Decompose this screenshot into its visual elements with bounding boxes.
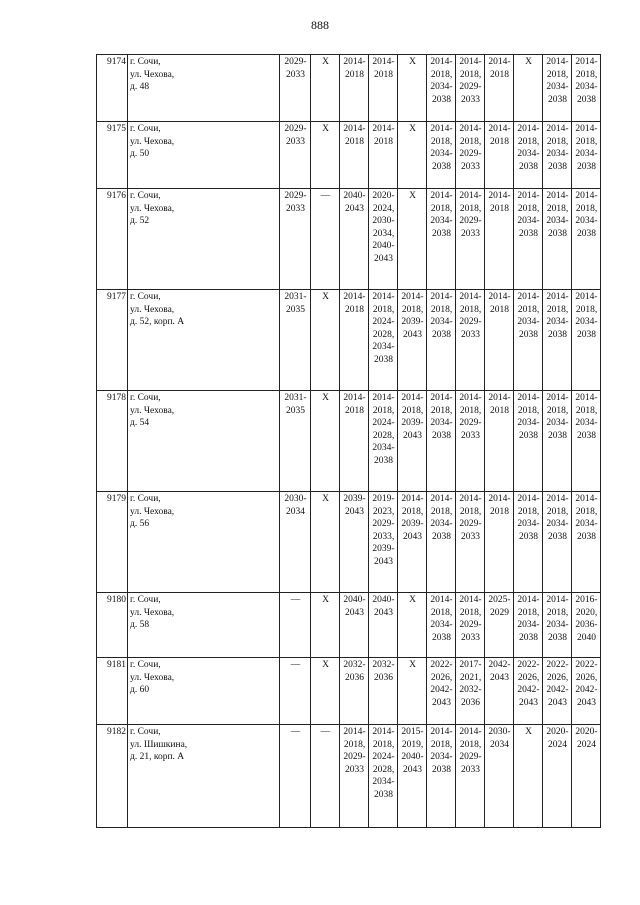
period-cell: 2014- 2018, 2024- 2028, 2034- 2038 (369, 290, 398, 391)
period-cell: 2014- 2018, 2034- 2038 (427, 391, 456, 492)
row-number: 9174 (97, 55, 128, 122)
address-cell: г. Сочи, ул. Чехова, д. 52 (128, 189, 280, 290)
period-cell: 2014- 2018, 2029- 2033 (456, 189, 485, 290)
period-cell: 2015- 2019, 2040- 2043 (398, 725, 427, 828)
period-cell: 2014- 2018, 2039- 2043 (398, 391, 427, 492)
period-cell: 2022- 2026, 2042- 2043 (543, 658, 572, 725)
period-cell: 2020- 2024 (572, 725, 601, 828)
period-cell: 2014- 2018, 2034- 2038 (427, 122, 456, 189)
period-cell: 2014- 2018, 2029- 2033 (456, 55, 485, 122)
period-cell: 2014- 2018, 2034- 2038 (572, 189, 601, 290)
period-cell: 2014- 2018, 2034- 2038 (427, 492, 456, 593)
period-cell: — (280, 725, 311, 828)
period-cell: 2014- 2018 (340, 391, 369, 492)
period-cell: 2014- 2018 (369, 55, 398, 122)
period-cell: 2014- 2018, 2034- 2038 (514, 189, 543, 290)
period-cell: 2014- 2018 (340, 122, 369, 189)
period-cell: 2014- 2018, 2034- 2038 (514, 391, 543, 492)
schedule-table (96, 54, 601, 828)
period-cell: 2014- 2018, 2034- 2038 (543, 492, 572, 593)
period-cell: 2014- 2018, 2034- 2038 (543, 122, 572, 189)
period-cell: 2014- 2018, 2039- 2043 (398, 492, 427, 593)
period-cell: 2014- 2018, 2034- 2038 (514, 290, 543, 391)
period-cell: — (311, 725, 340, 828)
row-number: 9180 (97, 593, 128, 658)
period-cell: 2022- 2026, 2042- 2043 (514, 658, 543, 725)
period-cell: 2014- 2018, 2034- 2038 (543, 391, 572, 492)
period-cell: 2014- 2018, 2029- 2033 (340, 725, 369, 828)
address-cell: г. Сочи, ул. Шишкина, д. 21, корп. А (128, 725, 280, 828)
address-cell: г. Сочи, ул. Чехова, д. 48 (128, 55, 280, 122)
period-cell: X (311, 122, 340, 189)
period-cell: 2014- 2018, 2034- 2038 (427, 593, 456, 658)
period-cell: 2029- 2033 (280, 189, 311, 290)
table-row (97, 55, 601, 122)
period-cell: 2020- 2024 (543, 725, 572, 828)
table-row (97, 290, 601, 391)
period-cell: 2014- 2018 (340, 55, 369, 122)
period-cell: 2020- 2024, 2030- 2034, 2040- 2043 (369, 189, 398, 290)
row-number: 9177 (97, 290, 128, 391)
period-cell: 2031- 2035 (280, 391, 311, 492)
period-cell: 2014- 2018, 2029- 2033 (456, 290, 485, 391)
period-cell: 2014- 2018, 2034- 2038 (514, 593, 543, 658)
period-cell: X (398, 189, 427, 290)
row-number: 9181 (97, 658, 128, 725)
period-cell: X (398, 122, 427, 189)
row-number: 9179 (97, 492, 128, 593)
period-cell: X (311, 290, 340, 391)
period-cell: 2014- 2018 (485, 290, 514, 391)
period-cell: 2014- 2018, 2034- 2038 (427, 725, 456, 828)
period-cell: X (398, 593, 427, 658)
period-cell: 2014- 2018, 2029- 2033 (456, 725, 485, 828)
period-cell: 2014- 2018, 2029- 2033 (456, 122, 485, 189)
table-row (97, 189, 601, 290)
period-cell: 2040- 2043 (340, 593, 369, 658)
period-cell: X (311, 492, 340, 593)
period-cell: 2039- 2043 (340, 492, 369, 593)
period-cell: 2029- 2033 (280, 122, 311, 189)
period-cell: 2014- 2018 (340, 290, 369, 391)
table-row (97, 658, 601, 725)
page-number: 888 (311, 18, 329, 32)
table-row (97, 122, 601, 189)
period-cell: 2022- 2026, 2042- 2043 (427, 658, 456, 725)
period-cell: 2040- 2043 (340, 189, 369, 290)
period-cell: 2014- 2018, 2034- 2038 (427, 55, 456, 122)
period-cell: X (311, 658, 340, 725)
period-cell: — (311, 189, 340, 290)
period-cell: X (311, 391, 340, 492)
row-number: 9175 (97, 122, 128, 189)
period-cell: 2014- 2018, 2034- 2038 (572, 122, 601, 189)
period-cell: 2031- 2035 (280, 290, 311, 391)
period-cell: X (311, 55, 340, 122)
period-cell: 2032- 2036 (369, 658, 398, 725)
period-cell: 2019- 2023, 2029- 2033, 2039- 2043 (369, 492, 398, 593)
period-cell: 2025- 2029 (485, 593, 514, 658)
period-cell: 2014- 2018, 2034- 2038 (572, 492, 601, 593)
period-cell: 2014- 2018, 2034- 2038 (427, 189, 456, 290)
period-cell: 2014- 2018 (485, 391, 514, 492)
table-row (97, 593, 601, 658)
address-cell: г. Сочи, ул. Чехова, д. 52, корп. А (128, 290, 280, 391)
table-row (97, 391, 601, 492)
period-cell: 2016- 2020, 2036- 2040 (572, 593, 601, 658)
period-cell: — (280, 658, 311, 725)
row-number: 9178 (97, 391, 128, 492)
period-cell: X (311, 593, 340, 658)
period-cell: 2014- 2018 (485, 189, 514, 290)
table-row (97, 725, 601, 828)
period-cell: 2014- 2018, 2034- 2038 (572, 391, 601, 492)
period-cell: 2014- 2018, 2034- 2038 (543, 189, 572, 290)
period-cell: 2029- 2033 (280, 55, 311, 122)
table-row (97, 492, 601, 593)
row-number: 9176 (97, 189, 128, 290)
period-cell: 2014- 2018 (485, 492, 514, 593)
address-cell: г. Сочи, ул. Чехова, д. 50 (128, 122, 280, 189)
period-cell: 2030- 2034 (280, 492, 311, 593)
period-cell: 2014- 2018 (485, 55, 514, 122)
period-cell: 2014- 2018 (485, 122, 514, 189)
period-cell: 2014- 2018, 2034- 2038 (514, 122, 543, 189)
period-cell: X (514, 55, 543, 122)
period-cell: 2014- 2018, 2024- 2028, 2034- 2038 (369, 391, 398, 492)
period-cell: 2032- 2036 (340, 658, 369, 725)
period-cell: 2022- 2026, 2042- 2043 (572, 658, 601, 725)
period-cell: 2014- 2018, 2034- 2038 (543, 55, 572, 122)
period-cell: 2014- 2018, 2029- 2033 (456, 391, 485, 492)
period-cell: 2014- 2018, 2029- 2033 (456, 492, 485, 593)
period-cell: X (514, 725, 543, 828)
period-cell: 2014- 2018, 2034- 2038 (543, 290, 572, 391)
period-cell: 2014- 2018, 2024- 2028, 2034- 2038 (369, 725, 398, 828)
period-cell: 2014- 2018, 2034- 2038 (572, 55, 601, 122)
period-cell: X (398, 658, 427, 725)
address-cell: г. Сочи, ул. Чехова, д. 54 (128, 391, 280, 492)
row-number: 9182 (97, 725, 128, 828)
period-cell: 2030- 2034 (485, 725, 514, 828)
period-cell: 2014- 2018, 2034- 2038 (514, 492, 543, 593)
address-cell: г. Сочи, ул. Чехова, д. 60 (128, 658, 280, 725)
period-cell: — (280, 593, 311, 658)
period-cell: 2014- 2018, 2029- 2033 (456, 593, 485, 658)
period-cell: 2014- 2018, 2034- 2038 (427, 290, 456, 391)
period-cell: 2017- 2021, 2032- 2036 (456, 658, 485, 725)
address-cell: г. Сочи, ул. Чехова, д. 56 (128, 492, 280, 593)
period-cell: X (398, 55, 427, 122)
period-cell: 2014- 2018, 2034- 2038 (572, 290, 601, 391)
period-cell: 2014- 2018, 2034- 2038 (543, 593, 572, 658)
period-cell: 2014- 2018 (369, 122, 398, 189)
period-cell: 2014- 2018, 2039- 2043 (398, 290, 427, 391)
address-cell: г. Сочи, ул. Чехова, д. 58 (128, 593, 280, 658)
period-cell: 2042- 2043 (485, 658, 514, 725)
period-cell: 2040- 2043 (369, 593, 398, 658)
